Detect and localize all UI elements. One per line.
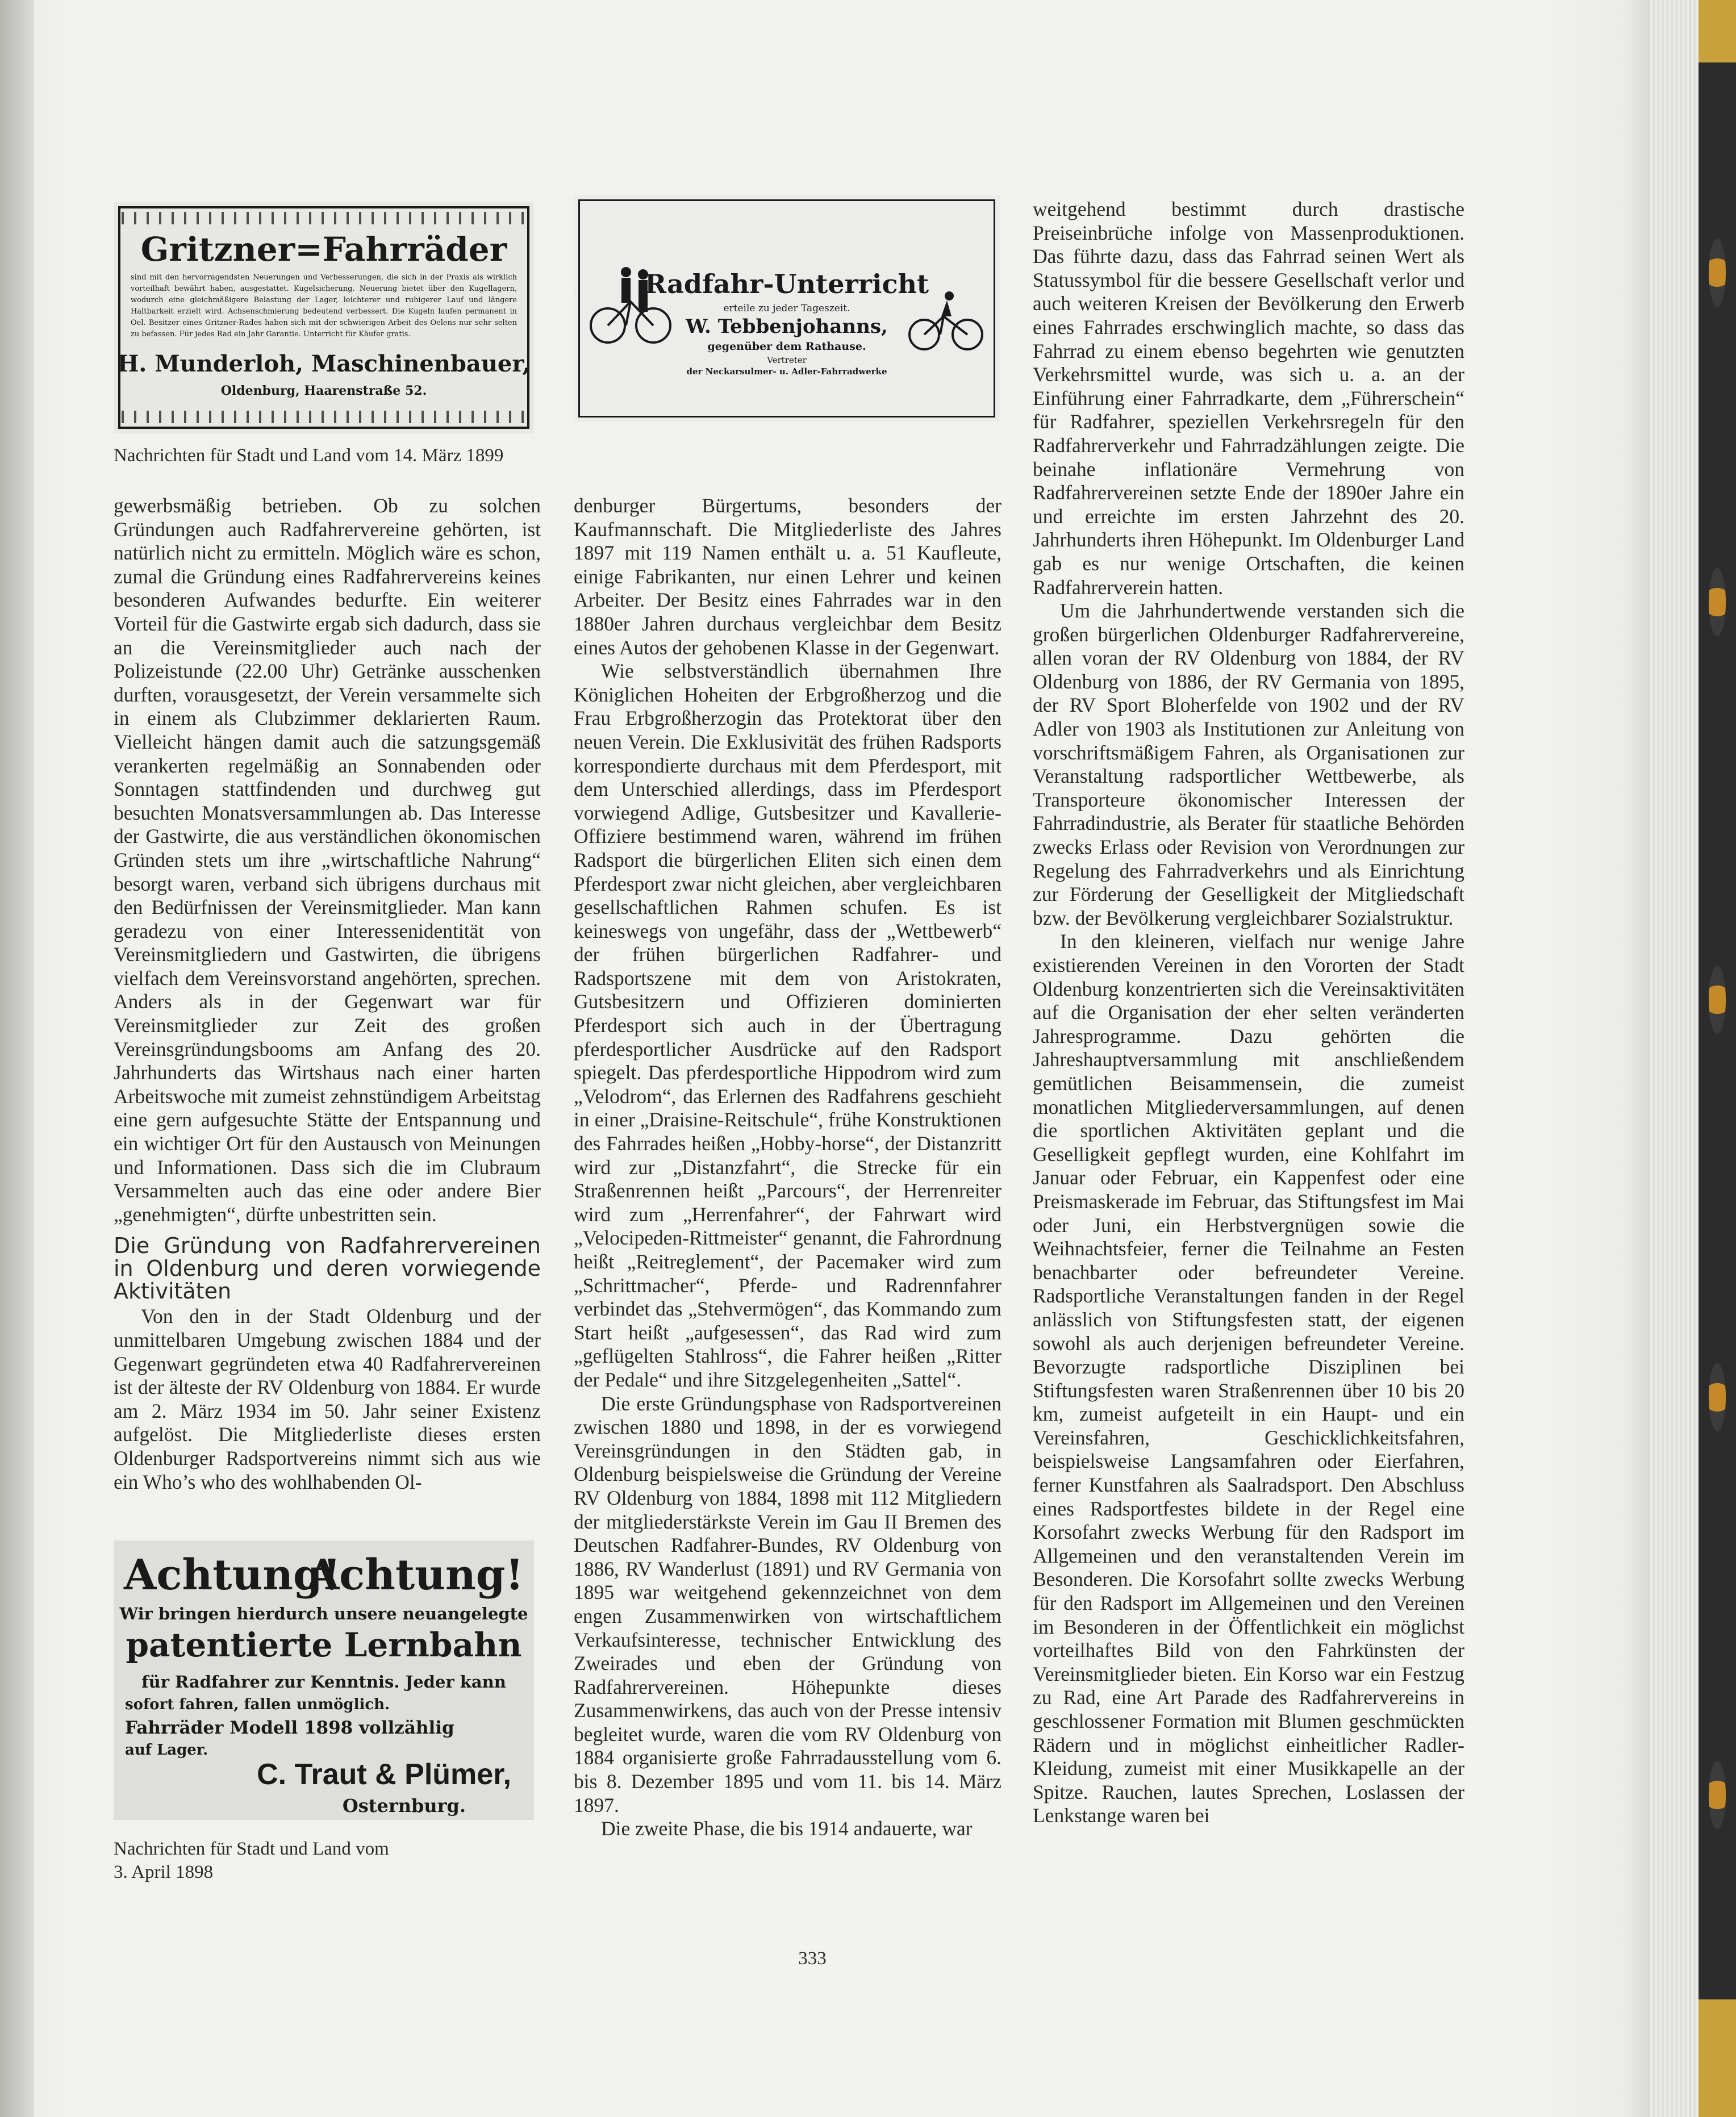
paragraph: Die zweite Phase, die bis 1914 andauerte, war [601,1817,973,1840]
ad-line: gegenüber dem Rathause. [707,340,866,353]
ad-title: Gritzner=Fahrräder [140,230,507,269]
page-number: 333 [798,1948,827,1969]
paragraph: In den kleineren, vielfach nur wenige Jahre existierenden Vereinen in den Vororten der Stadt Oldenburg konzentrierten sich die Vereinsaktivitäten auf die Organisation der eher selten veränderten Jahresprogramme. Dazu gehörten die Jahreshauptversammlung mit anschließendem gemütlichen Beisammensein, die zumeist monatlichen Mitgliederversammlungen, auf denen die sportlichen Aktivitäten geplant und die Geselligkeit gepflegt wurden, eine Kohlfahrt im Januar oder Februar, ein Kappenfest oder eine Preismaskerade im Februar, das Stiftungsfest im Mai oder Juni, ein Herbstvergnügen sowie die Weihnachtsfeier, ferner die Teilnahme an Festen benachbarter oder befreundeter Vereine. Radsportliche Veranstaltungen fanden in der Regel anlässlich von Stiftungsfesten statt, der eigenen sowohl als auch derjenigen befreundeter Vereine. Bevorzugte radsportliche Disziplinen bei Stiftungsfesten waren Straßenrennen über 10 bis 20 km, zumeist aufgeteilt in ein Haupt- und ein Vereinsfahren, Geschicklichkeitsfahren, beispielsweise Langsamfahren oder Eierfahren, ferner Kunstfahren als Saalradsport. Den Abschluss eines Radsportfestes bildete in der Regel eine Korsofahrt zwecks Werbung für den Radsport im Allgemeinen und den veranstaltenden Verein im Besonderen. Die Korsofahrt sollte zwecks Werbung für den Radsport im Allgemeinen und den Vereinen im Besonderen in der Öffentlichkeit ein möglichst vorteilhaftes Bild von den Fahrkünsten der Vereinsmitglieder bieten. Ein Korso war ein Festzug zu Rad, eine Art Parade des Radfahrervereins in geschlossener Formation mit Blumen geschmückten Rädern und in möglichst einheitlicher Radler-Kleidung, zumeist mit einer Musikkapelle an der Spitze. Rauchen, lautes Sprechen, Loslassen der Lenkstange waren bei [1033,930,1464,1827]
facing-page-edge [0,0,34,2117]
cover-ornament [1709,1363,1726,1431]
text-column-1 [114,494,541,1494]
ad-line: sofort fahren, fallen unmöglich. [125,1696,390,1713]
ad-dealer: H. Munderloh, Maschinenbauer, [117,350,531,377]
advertisement-traut-pluemer [114,1540,534,1820]
paragraph: Die erste Gründungsphase von Radsportvereinen zwischen 1880 und 1898, in der es vorwiegend Vereinsgründungen in den Städten gab, in Oldenburg beispielsweise die Gründung der Vereine RV Oldenburg von 1884, 1898 mit 112 Mitgliedern der mitgliederstärkste Verein im Gau II Bremen des Deutschen Radfahrer-Bundes, RV Oldenburg von 1886, RV Wanderlust (1891) und RV Germania von 1895 war weitgehend gekennzeichnet von dem engen Zusammenwirken von wirtschaftlichem Verkaufsinteresse, technischer Entwicklung des Zweirades und eben der Gründung von Radfahrervereinen. Höhepunkte dieses Zusammenwirkens, das auch von der Presse intensiv begleitet wurde, waren die vom RV Oldenburg von 1884 organisierte große Fahrradausstellung vom 6. bis 8. Dezember 1895 und vom 11. bis 14. März 1897. [574,1392,1001,1817]
paragraph: Wie selbstverständlich übernahmen Ihre Königlichen Hoheiten der Erbgroßherzog und die Frau Erbgroßherzogin das Protektorat über den neuen Verein. Die Exklusivität des frühen Radsports korrespondierte durchaus mit dem Pferdesport, mit dem Unterschied allerdings, dass im Pferdesport vorwiegend Adlige, Gutsbesitzer und Kavallerie-Offiziere bestimmend waren, während im frühen Radsport die bürgerlichen Eliten sich einen dem Pferdesport zwar nicht gleichen, aber vergleichbaren gesellschaftlichen Rahmen schufen. Es ist keineswegs von ungefähr, dass der „Wettbewerb“ der frühen bürgerlichen Radfahrer- und Radsportszene mit dem von Aristokraten, Gutsbesitzern und Offizieren dominierten Pferdesport sich auch in der Übertragung pferdesportlicher Ausdrücke auf den Radsport spiegelt. Das pferdesportliche Hippodrom wird zum „Velodrom“, das Erlernen des Radfahrens geschieht in einer „Draisine-Reitschule“, frühe Konstruktionen des Fahrrades heißen „Hobby-horse“, der Distanzritt wird zur „Distanzfahrt“, die Strecke für ein Straßenrennen heißt „Parcours“, der Herrenreiter wird zum „Herrenfahrer“, der Fahrwart wird „Velocipeden-Rittmeister“ genannt, die Fahrordnung heißt „Reitreglement“, der Pacemaker wird zum „Schrittmacher“, Pferde- und Radrennfahrer verbindet das „Stehvermögen“, das Kommando zum Start heißt „aufgesessen“, das Rad wird zum „geflügelten Stahlross“, die Fahrer heißen „Ritter der Pedale“ und ihre Sitzgelegenheiten „Sattel“. [574,659,1001,1391]
cover-ornament [1709,1761,1726,1829]
text-column-3 [1033,198,1464,1828]
ad-headline-left: Achtung! [124,1551,341,1600]
ad-line: der Neckarsulmer- u. Adler-Fahrradwerke [686,366,887,377]
ad-ornament-band [122,411,526,423]
ad-dealer: C. Traut & Plümer, [257,1758,511,1791]
ad-town: Osternburg. [342,1795,466,1817]
caption-bottom [114,1838,534,1884]
ad-body-text: sind mit den hervorragendsten Neuerungen und Verbesserungen, die sich in der Praxis als wirklich vorteilhaft bewährt haben, ausgestattet. Kugelsicherung. Neuerung bietet über den Kugellagern, wodurch eine gleichmäßigere Belastung der Lager, leichterer und ruhigerer Lauf und längere Haltbarkeit erzielt wird. Achsenschmierung bedeutend verbessert. Die Kugeln laufen permanent in Oel. Besitzer eines Gritzner-Rades haben sich mit der schwierigen Arbeit des Oelens nur sehr selten zu befassen. Für jedes Rad ein Jahr Garantie. Unterricht für Käufer gratis. [131,273,517,339]
paragraph: denburger Bürgertums, besonders der Kaufmannschaft. Die Mitgliederliste des Jahres 1897 mit 119 Namen enthält u. a. 51 Kaufleute, einige Fabrikanten, nur einen Lehrer und keinen Arbeiter. Der Besitz eines Fahrrades war in den 1880er Jahren durchaus vergleichbar dem Besitz eines Autos der gehobenen Klasse in der Gegenwart. [574,494,1001,659]
ad-line: patentierte Lernbahn [126,1626,522,1664]
book-cover-strip [1699,0,1736,2117]
advertisement-gritzner [114,202,534,433]
ad-headline-right: Achtung! [306,1551,524,1600]
ad-name: W. Tebbenjohanns, [686,315,888,338]
ad-line: erteile zu jeder Tageszeit. [723,303,850,314]
cover-ornament [1709,239,1726,307]
ad-line: Vertreter [767,355,807,365]
text-column-2 [574,494,1001,1841]
caption-line: 3. April 1898 [114,1862,214,1882]
ad-line: auf Lager. [125,1742,208,1759]
ad-ornament-band [122,212,526,224]
cover-ornament [1709,568,1726,636]
ad-address: Oldenburg, Haarenstraße 52. [220,383,427,398]
paragraph: gewerbsmäßig betrieben. Ob zu solchen Gründungen auch Radfahrervereine gehörten, ist natürlich nicht zu ermitteln. Möglich wäre es schon, zumal die Gründung eines Radfahrervereins keines besonderen Aufwandes bedurfte. Ein weiterer Vorteil für die Gastwirte ergab sich dadurch, dass sie an die Vereinsmitglieder auch nach der Polizeistunde (22.00 Uhr) Getränke ausschenken durften, vorausgesetzt, der Verein versammelte sich in einem als Clubzimmer deklarierten Raum. Vielleicht hängen damit auch die satzungsgemäß verankerten regelmäßig an Sonnabenden oder Sonntagen stattfindenden und durchweg gut besuchten Monatsversammlungen ab. Das Interesse der Gastwirte, die aus verständlichen ökonomischen Gründen stets um ihre „wirtschaftliche Nahrung“ besorgt waren, verband sich übrigens durchaus mit den Bedürfnissen der Vereinsmitglieder. Man kann geradezu von einer Interessenidentität von Vereinsmitgliedern und Gastwirten, die übrigens vielfach dem Vereinsvorstand angehörten, sprechen. Anders als in der Gegenwart war für Vereinsmitglieder zur Zeit des großen Vereinsgründungsbooms am Anfang des 20. Jahrhunderts das Wirtshaus nach einer harten Arbeitswoche mit zumeist zehnstündigem Arbeitstag eine gern aufgesuchte Stätte der Entspannung und ein wichtiger Ort für den Austausch von Meinungen und Informationen. Dass sich die im Clubraum Versammelten auch das eine oder andere Bier „genehmigten“, dürfte unbestritten sein. [114,494,541,1226]
caption-top: Nachrichten für Stadt und Land vom 14. März 1899 [114,445,504,466]
section-heading: Die Gründung von Radfahrervereinen in Oldenburg und deren vorwiegende Aktivitäten [114,1233,541,1304]
cover-ornament [1709,966,1726,1034]
ad-title: Radfahr-Unterricht [644,269,929,299]
caption-line: Nachrichten für Stadt und Land vom [114,1839,389,1859]
ad-line: Fahrräder Modell 1898 vollzählig [125,1718,454,1738]
paragraph: Um die Jahrhundertwende verstanden sich die großen bürgerlichen Oldenburger Radfahrervereine, allen voran der RV Oldenburg von 1884, der RV Oldenburg von 1886, der RV Germania von 1895, der RV Sport Bloherfelde von 1902 und der RV Adler von 1903 als Institutionen zur Anleitung von vorschriftsmäßigem Fahren, als Organisationen zur Veranstaltung radsportlicher Wettbewerbe, als Transporteure ökonomischer Interessen der Fahrradindustrie, als Berater für staatliche Behörden zwecks Erlass oder Revision von Verordnungen zur Regelung des Fahrradverkehrs und als Einrichtung zur Förderung der Geselligkeit der Mitgliedschaft bzw. der Bevölkerung vergleichbarer Sozialstruktur. [1033,599,1464,929]
ad-line: für Radfahrer zur Kenntnis. Jeder kann [141,1672,506,1692]
advertisement-tebbenjohanns [574,195,1000,422]
ad-line: Wir bringen hierdurch unsere neuangelegte [119,1604,528,1623]
paragraph: Von den in der Stadt Oldenburg und der unmittelbaren Umgebung zwischen 1884 und der Gegenwart gegründeten etwa 40 Radfahrervereinen ist der älteste der RV Oldenburg von 1884. Er wurde am 2. März 1934 im 50. Jahr seiner Existenz aufgelöst. Die Mitgliederliste dieses ersten Oldenburger Radsportvereins nimmt sich aus wie ein Who’s who des wohlhabenden Ol- [114,1305,541,1493]
paragraph: weitgehend bestimmt durch drastische Preiseinbrüche infolge von Massenproduktionen. Das führte dazu, dass das Fahrrad seinen Wert als Statussymbol für die bessere Gesellschaft verlor und auch weiteren Kreisen der Bevölkerung den Erwerb eines Fahrrades erschwinglich machte, so dass das Fahrrad zu einem ebenso begehrten wie genutzten Verkehrsmittel wurde, was sich u. a. an der Einführung einer Fahrradkarte, dem „Führerschein“ für Radfahrer, speziellen Verkehrsregeln für den Radfahrerverkehr und Fahrradzählungen zeigte. Die beinahe inflationäre Vermehrung von Radfahrervereinen setzte Ende der 1890er Jahre ein und erreichte im ersten Jahrzehnt des 20. Jahrhunderts ihren Höhepunkt. Im Oldenburger Land gab es nur wenige Ortschaften, die keinen Radfahrerverein hatten. [1033,198,1464,599]
